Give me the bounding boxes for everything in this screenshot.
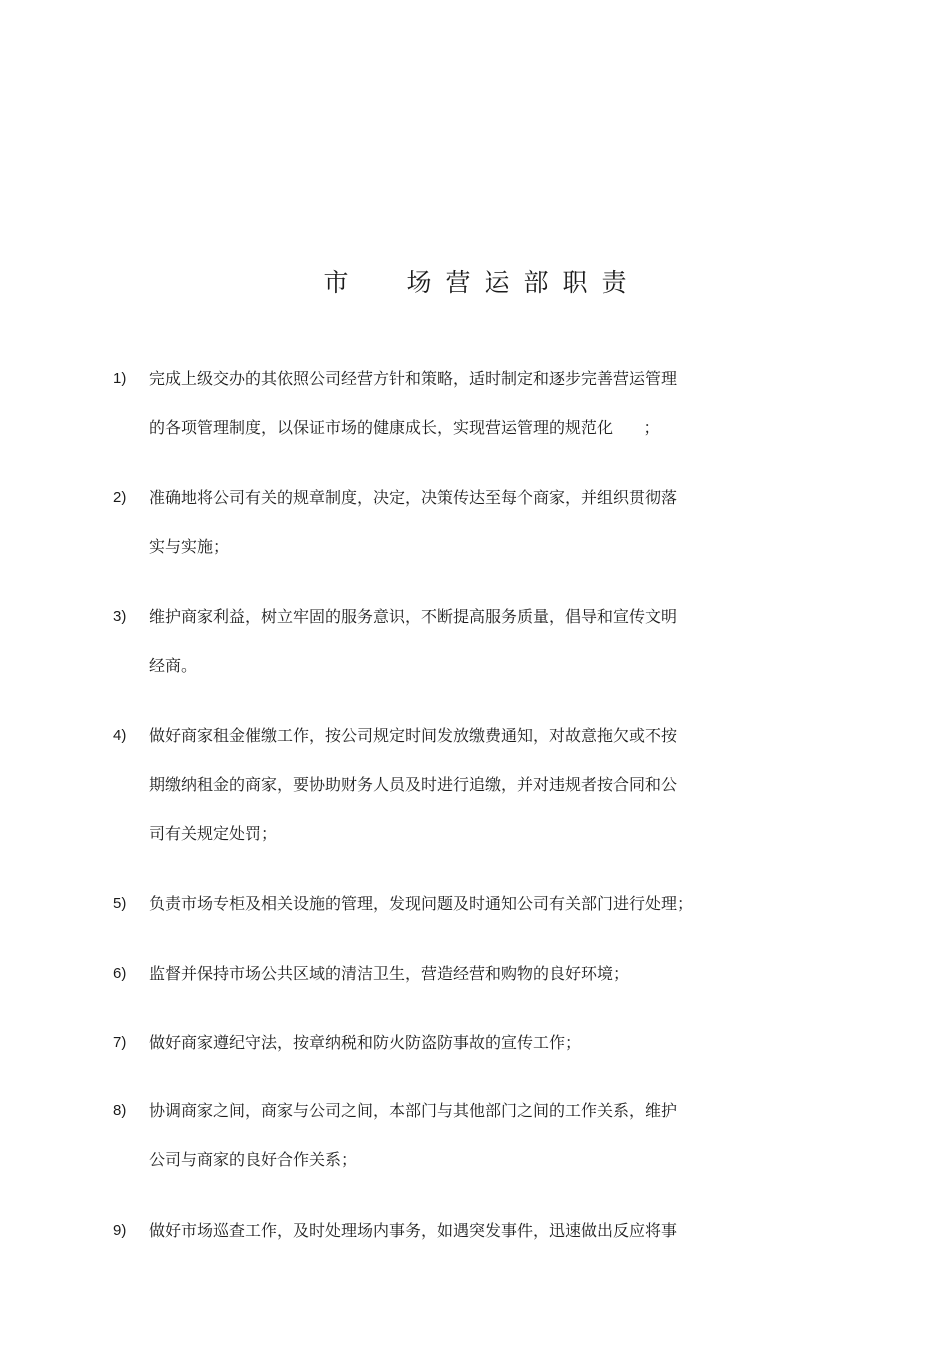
item-number: 1) xyxy=(113,370,127,387)
item-text xyxy=(149,1031,749,1055)
item-number: 7) xyxy=(113,1034,127,1051)
item-line: 负责市场专柜及相关设施的管理，发现问题及时通知公司有关部门进行处理； xyxy=(149,894,694,913)
item-number: 2) xyxy=(113,489,127,506)
item-line: 监督并保持市场公共区域的清洁卫生，营造经营和购物的良好环境； xyxy=(149,964,630,983)
item-line: 公司与商家的良好合作关系； xyxy=(149,1150,358,1169)
item-line: 实与实施； xyxy=(149,537,230,556)
item-text xyxy=(149,1219,749,1243)
item-number: 9) xyxy=(113,1222,127,1239)
item-number: 4) xyxy=(113,727,127,744)
item-line: 做好商家遵纪守法，按章纳税和防火防盗防事故的宣传工作； xyxy=(149,1033,582,1052)
item-line: 的各项管理制度，以保证市场的健康成长，实现营运管理的规范化 ； xyxy=(149,418,660,437)
item-number: 8) xyxy=(113,1102,127,1119)
item-text xyxy=(149,892,749,916)
page-title: 市 场营运部职责 xyxy=(323,268,641,297)
item-text xyxy=(149,605,749,678)
item-line: 协调商家之间，商家与公司之间，本部门与其他部门之间的工作关系，维护 xyxy=(149,1101,678,1120)
item-line: 做好商家租金催缴工作，按公司规定时间发放缴费通知，对故意拖欠或不按 xyxy=(149,726,678,745)
item-line: 经商。 xyxy=(149,656,198,675)
item-line: 维护商家利益，树立牢固的服务意识，不断提高服务质量，倡导和宣传文明 xyxy=(149,607,678,626)
item-text xyxy=(149,367,749,440)
item-text xyxy=(149,1099,749,1172)
item-line: 司有关规定处罚； xyxy=(149,824,278,843)
item-line: 做好市场巡查工作，及时处理场内事务，如遇突发事件，迅速做出反应将事 xyxy=(149,1221,678,1240)
item-line: 期缴纳租金的商家，要协助财务人员及时进行追缴，并对违规者按合同和公 xyxy=(149,775,678,794)
item-line: 完成上级交办的其依照公司经营方针和策略，适时制定和逐步完善营运管理 xyxy=(149,369,678,388)
item-text xyxy=(149,962,749,986)
item-number: 3) xyxy=(113,608,127,625)
item-number: 5) xyxy=(113,895,127,912)
item-text xyxy=(149,486,749,559)
item-number: 6) xyxy=(113,965,127,982)
item-line: 准确地将公司有关的规章制度，决定，决策传达至每个商家，并组织贯彻落 xyxy=(149,488,678,507)
item-text xyxy=(149,724,749,846)
